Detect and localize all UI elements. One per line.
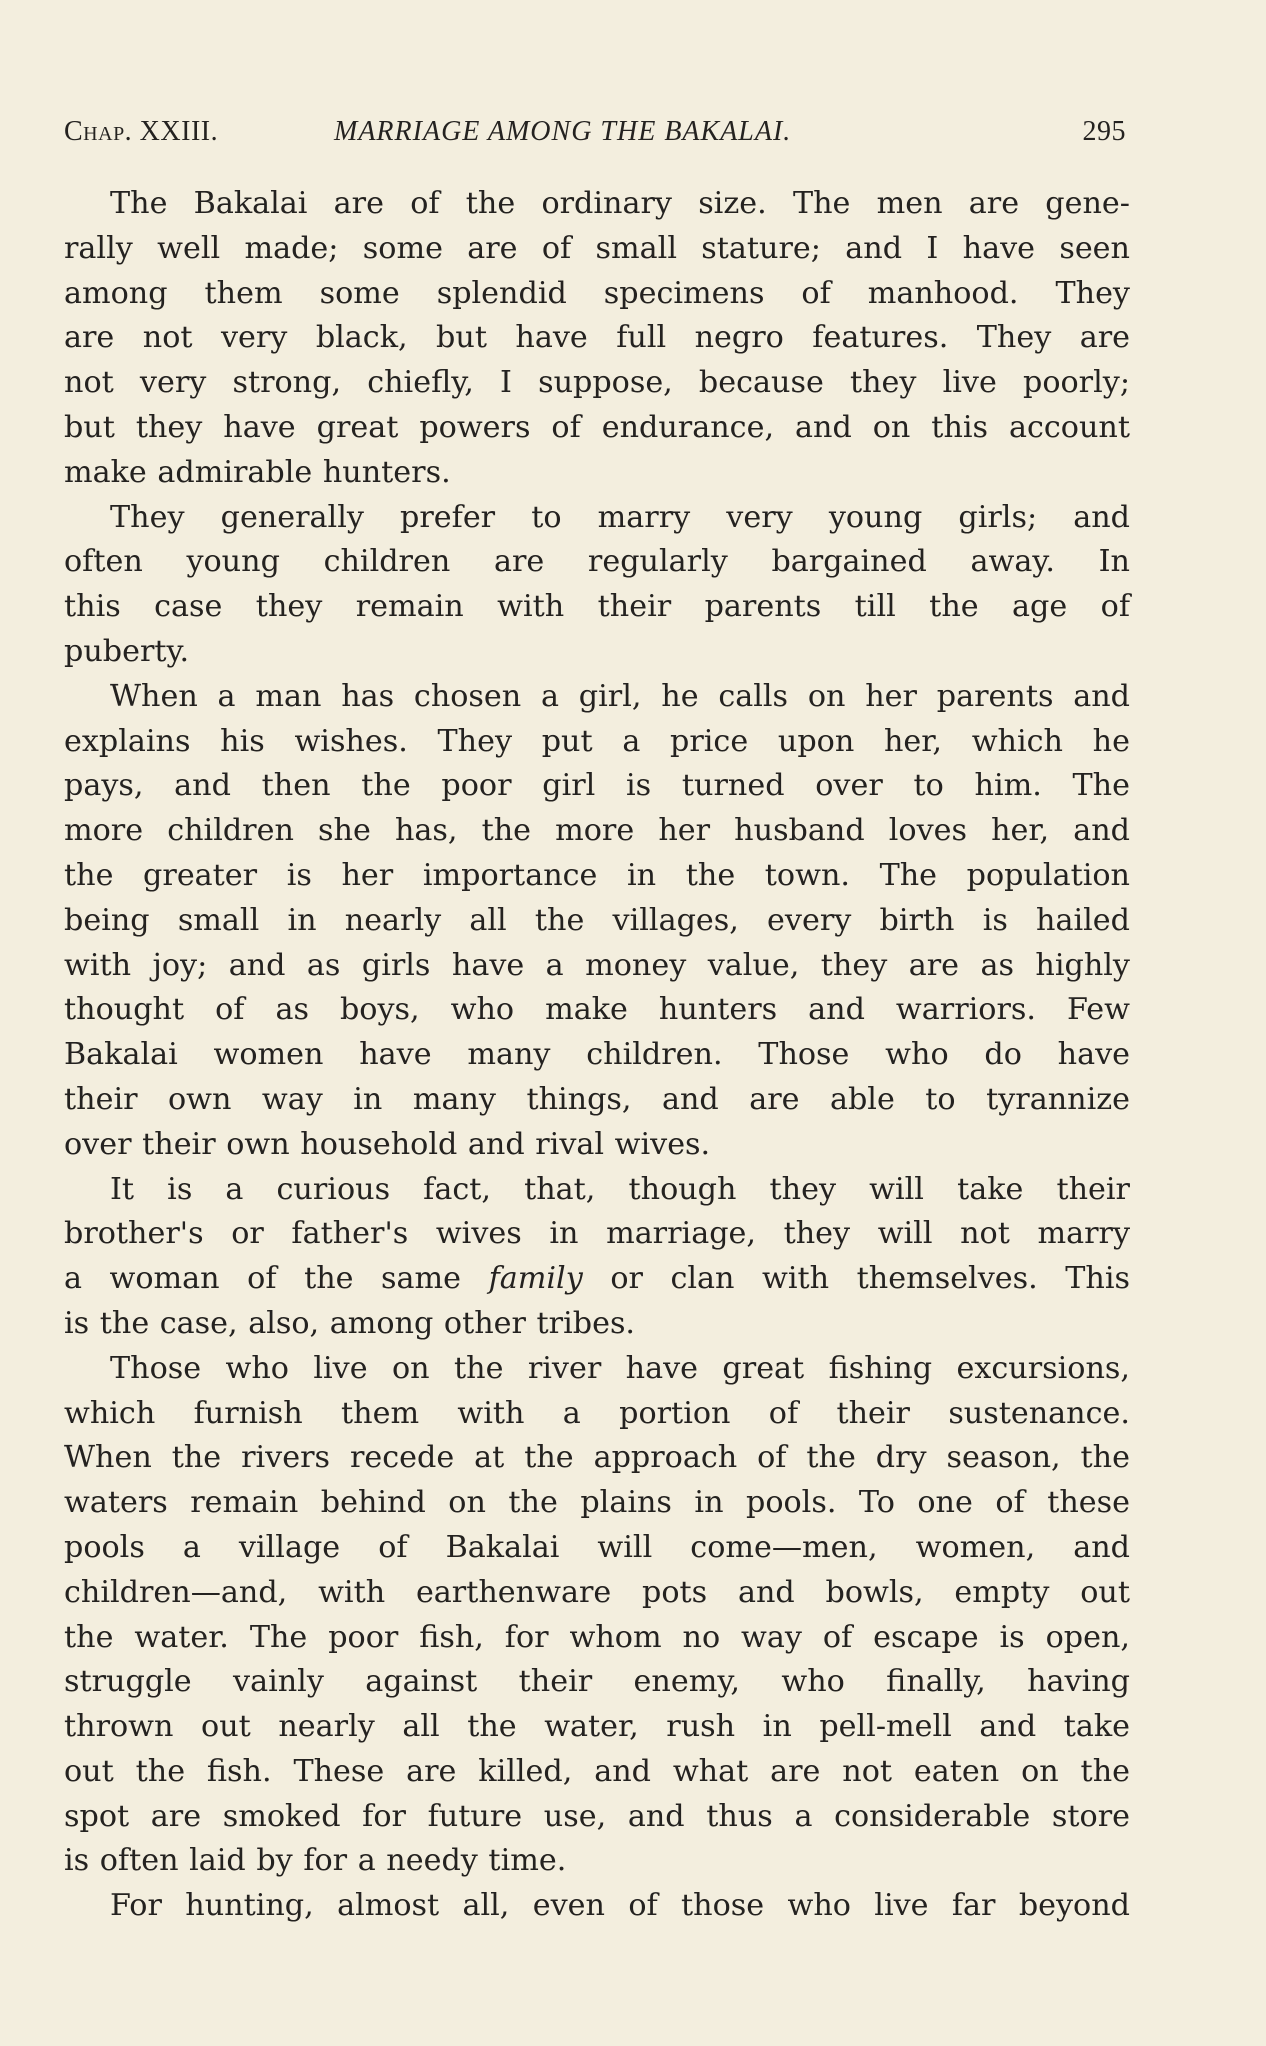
text-segment: or clan with themselves. This [582, 1261, 1130, 1297]
text-line: thrown out nearly all the water, rush in pell-mell and take [64, 1709, 1130, 1745]
text-line: children—and, with earthenware pots and bowls, empty out [64, 1574, 1130, 1610]
text-line: is often laid by for a needy time. [64, 1843, 567, 1879]
text-line: When a man has chosen a girl, he calls on her parents and [110, 678, 1130, 714]
text-line: For hunting, almost all, even of those who live far beyond [110, 1888, 1130, 1924]
text-segment: a woman of the same [64, 1261, 489, 1297]
text-line: The Bakalai are of the ordinary size. The men are gene- [110, 186, 1130, 221]
text-line: brother's or father's wives in marriage, they will not marry [64, 1216, 1130, 1252]
text-line: are not very black, but have full negro features. They are [64, 320, 1130, 356]
text-line: Those who live on the river have great fishing excursions, [110, 1350, 1130, 1386]
chapter-title: MARRIAGE AMONG THE BAKALAI. [334, 116, 792, 147]
text-line: spot are smoked for future use, and thus a considerable store [64, 1798, 1130, 1834]
text-line: this case they remain with their parents till the age of [64, 589, 1130, 625]
text-line: Bakalai women have many children. Those who do have [64, 1037, 1130, 1073]
text-line: is the case, also, among other tribes. [64, 1305, 636, 1341]
text-line: over their own household and rival wives. [64, 1126, 711, 1162]
text-line: their own way in many things, and are able to tyrannize [64, 1081, 1130, 1117]
text-line: out the fish. These are killed, and what are not eaten on the [64, 1753, 1130, 1789]
text-line: more children she has, the more her husband loves her, and [64, 813, 1130, 849]
text-line: struggle vainly against their enemy, who finally, having [64, 1664, 1130, 1700]
text-line: not very strong, chiefly, I suppose, because they live poorly; [64, 365, 1130, 401]
chapter-label: Chap. XXIII. [64, 116, 219, 147]
text-line: often young children are regularly bargained away. In [64, 544, 1130, 580]
text-line: It is a curious fact, that, though they will take their [110, 1171, 1130, 1207]
text-line: waters remain behind on the plains in pools. To one of these [64, 1485, 1130, 1521]
text-line: When the rivers recede at the approach of the dry season, the [64, 1440, 1130, 1476]
text-line: with joy; and as girls have a money value, they are as highly [64, 947, 1130, 983]
text-line: which furnish them with a portion of their sustenance. [64, 1395, 1130, 1431]
text-line: thought of as boys, who make hunters and warriors. Few [64, 992, 1130, 1028]
text-line: pools a village of Bakalai will come—men, women, and [64, 1529, 1130, 1565]
text-line: the water. The poor fish, for whom no way of escape is open, [64, 1619, 1130, 1655]
running-header [64, 112, 1126, 152]
text-line: They generally prefer to marry very young girls; and [110, 499, 1130, 535]
page-number: 295 [1082, 116, 1126, 147]
text-line: pays, and then the poor girl is turned over to him. The [64, 768, 1130, 804]
text-line: rally well made; some are of small stature; and I have seen [64, 230, 1130, 266]
text-line: but they have great powers of endurance, and on this account [64, 409, 1130, 445]
text-line: among them some splendid specimens of manhood. They [64, 275, 1130, 311]
text-line: the greater is her importance in the town. The population [64, 857, 1130, 893]
text-line: being small in nearly all the villages, every birth is hailed [64, 902, 1130, 938]
text-line: explains his wishes. They put a price upon her, which he [64, 723, 1130, 759]
body-text [64, 182, 1130, 1929]
text-line-with-italic [64, 1257, 1130, 1302]
text-line: puberty. [64, 633, 190, 669]
text-line: make admirable hunters. [64, 454, 451, 490]
italic-word: family [488, 1261, 583, 1297]
